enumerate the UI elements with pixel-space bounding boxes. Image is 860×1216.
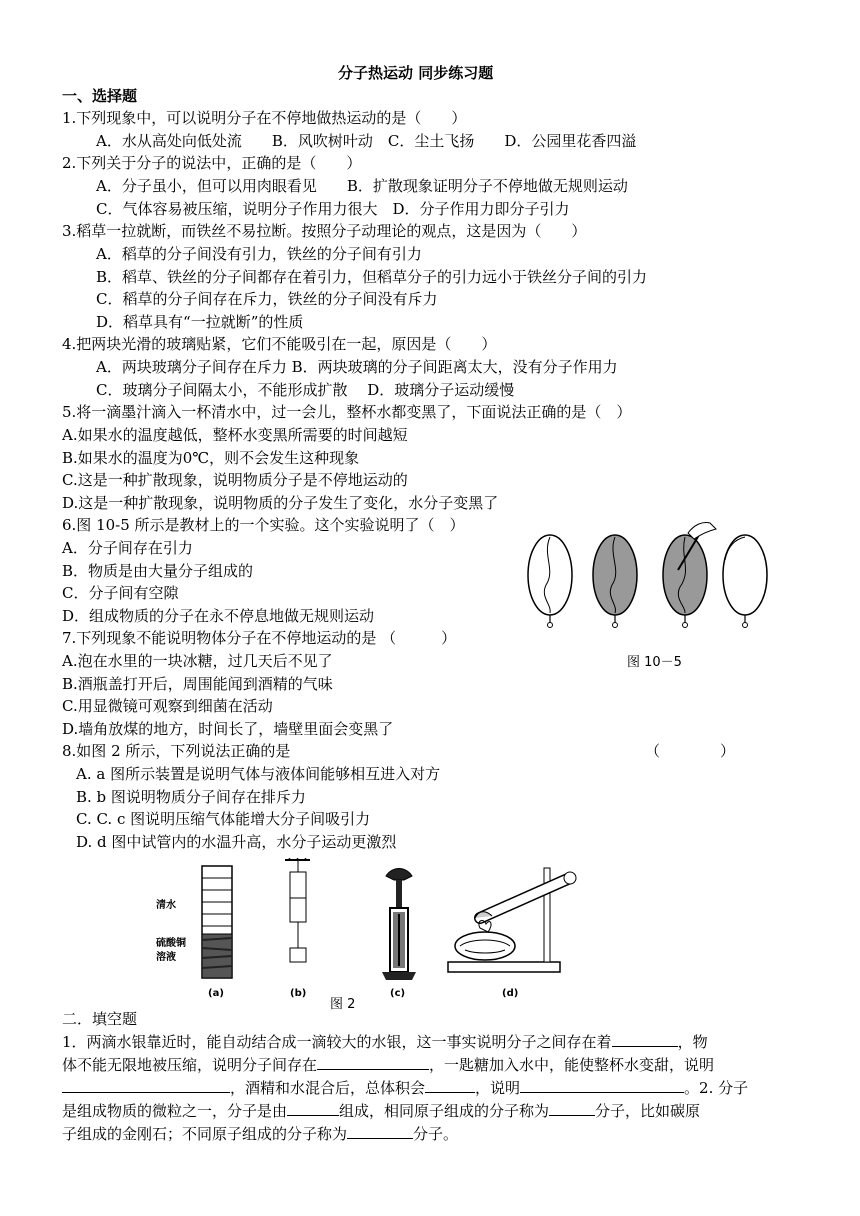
figure-2-caption: 图 2 [330,997,356,1012]
fill-text: 1．两滴水银靠近时，能自动结合成一滴较大的水银，这一事实说明分子之间存在着 [62,1033,612,1051]
question-5-option-b: B.如果水的温度为0℃，则不会发生这种现象 [62,449,360,467]
question-7-option-c: C.用显微镜可观察到细菌在活动 [62,697,273,715]
figure-2-experiments [150,858,600,1008]
question-2-options-cd: C．气体容易被压缩，说明分子作用力很大 D．分子作用力即分子引力 [96,200,570,218]
question-8-option-b: B. b 图说明物质分子间存在排斥力 [76,788,306,806]
fill-text: 。2. 分子 [684,1079,749,1097]
fill-text: 子组成的金刚石；不同原子组成的分子称为 [62,1125,348,1143]
blank-7[interactable] [549,1100,595,1116]
question-6-option-c: C．分子间有空隙 [62,584,179,602]
question-8-option-c: C. C. c 图说明压缩气体能增大分子间吸引力 [76,810,371,828]
section-heading-fill: 二．填空题 [62,1010,138,1028]
wire-frame-1 [528,535,572,628]
question-7-option-a: A.泡在水里的一块冰糖，过几天后不见了 [62,652,333,670]
blank-2[interactable] [317,1054,429,1070]
question-2-stem: 2.下列关于分子的说法中，正确的是（ ） [62,154,362,172]
figure-2c-label: (c) [390,988,406,999]
label-cuso4-line1: 硫酸铜 [156,938,186,949]
question-7-option-b: B.酒瓶盖打开后，周围能闻到酒精的气味 [62,675,333,693]
fill-line-4 [62,1100,700,1122]
question-3-option-a: A．稻草的分子间没有引力，铁丝的分子间有引力 [96,245,422,263]
question-1-stem: 1.下列现象中，可以说明分子在不停地做热运动的是（ ） [62,109,467,127]
fill-line-3 [62,1077,748,1099]
question-3-option-d: D．稻草具有“一拉就断”的性质 [96,313,304,331]
fill-line-1 [62,1031,708,1053]
blank-8[interactable] [347,1123,413,1139]
question-8-option-a: A. a 图所示装置是说明气体与液体间能够相互进入对方 [76,765,441,783]
blank-5[interactable] [520,1077,684,1093]
figure-10-5-soap-film [520,515,780,630]
label-cuso4-line2: 溶液 [156,952,176,963]
fill-text: 分子，比如碳原 [595,1102,701,1120]
label-water: 清水 [156,900,176,911]
question-7-option-d: D.墙角放煤的地方，时间长了，墙壁里面会变黑了 [62,720,394,738]
question-3-stem: 3.稻草一拉就断，而铁丝不易拉断。按照分子动理论的观点，这是因为（ ） [62,222,587,240]
figure-2a-label: (a) [208,988,224,999]
section-heading-choice: 一、选择题 [62,87,138,105]
question-6-option-d: D．组成物质的分子在永不停息地做无规则运动 [62,607,375,625]
wire-frame-3 [663,522,716,627]
fill-text: ，物 [677,1033,708,1051]
figure-10-5-caption: 图 10－5 [627,655,682,670]
question-7-stem: 7.下列现象不能说明物体分子在不停地运动的是 （ ） [62,629,457,647]
question-5-stem: 5.将一滴墨汁滴入一杯清水中，过一会儿，整杯水都变黑了，下面说法正确的是（ ） [62,403,632,421]
question-4-options-ab: A．两块玻璃分子间存在斥力 B．两块玻璃的分子间距离太大，没有分子作用力 [96,358,618,376]
fill-line-5 [62,1123,458,1145]
page-title: 分子热运动 同步练习题 [338,64,494,82]
question-3-option-c: C．稻草的分子间存在斥力，铁丝的分子间没有斥力 [96,290,438,308]
fill-line-2 [62,1054,714,1076]
question-1-options: A．水从高处向低处流 B．风吹树叶动 C．尘土飞扬 D．公园里花香四溢 [96,132,637,150]
wire-frame-4 [723,535,767,628]
question-8-option-d: D. d 图中试管内的水温升高，水分子运动更激烈 [76,833,397,851]
fill-text: ，一匙糖加入水中，能使整杯水变甜，说明 [429,1056,715,1074]
question-5-option-a: A.如果水的温度越低，整杯水变黑所需要的时间越短 [62,426,408,444]
question-5-option-d: D.这是一种扩散现象，说明物质的分子发生了变化，水分子变黑了 [62,494,499,512]
question-4-stem: 4.把两块光滑的玻璃贴紧，它们不能吸引在一起，原因是（ ） [62,335,497,353]
question-2-options-ab: A．分子虽小，但可以用肉眼看见 B．扩散现象证明分子不停地做无规则运动 [96,177,628,195]
question-6-option-b: B．物质是由大量分子组成的 [62,562,254,580]
fill-text: 体不能无限地被压缩，说明分子间存在 [62,1056,318,1074]
fill-text: 组成，相同原子组成的分子称为 [339,1102,550,1120]
blank-4[interactable] [425,1077,475,1093]
fill-text: 是组成物质的微粒之一，分子是由 [62,1102,288,1120]
fill-text: ，说明 [475,1079,521,1097]
question-8-stem: 8.如图 2 所示，下列说法正确的是 [62,742,291,760]
fill-text: ，酒精和水混合后，总体积会 [230,1079,426,1097]
figure-2b-lead-blocks [285,858,310,999]
figure-2b-label: (b) [290,988,307,999]
blank-6[interactable] [287,1100,339,1116]
blank-3[interactable] [62,1077,230,1093]
figure-2d-heated-test-tube [448,868,576,999]
question-3-option-b: B．稻草、铁丝的分子间都存在着引力，但稻草分子的引力远小于铁丝分子间的引力 [96,268,648,286]
blank-1[interactable] [612,1031,678,1047]
question-8-answer-paren: （ ） [645,742,736,760]
figure-2d-label: (d) [502,988,519,999]
question-5-option-c: C.这是一种扩散现象，说明物质分子是不停地运动的 [62,471,408,489]
fill-text: 分子。 [413,1125,459,1143]
question-4-options-cd: C．玻璃分子间隔太小，不能形成扩散 D．玻璃分子运动缓慢 [96,381,515,399]
question-6-stem: 6.图 10-5 所示是教材上的一个实验。这个实验说明了（ ） [62,516,465,534]
figure-2a-diffusion-cylinder [156,866,232,999]
question-6-option-a: A．分子间存在引力 [62,539,193,557]
figure-2c-compression-cylinder [382,869,416,1000]
wire-frame-2 [593,535,637,628]
